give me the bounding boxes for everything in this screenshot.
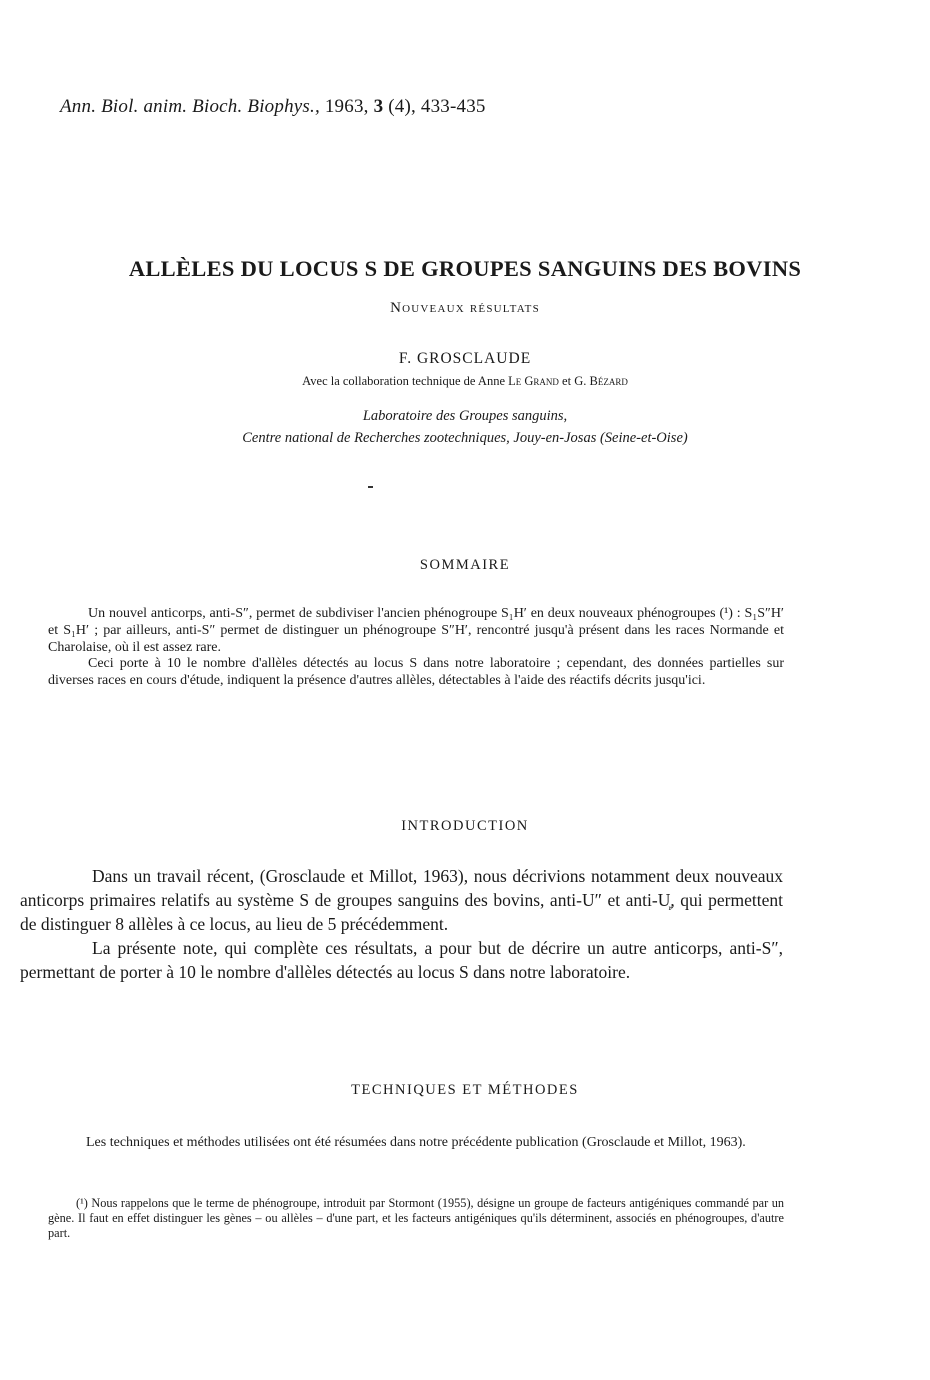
affiliation-line-1: Laboratoire des Groupes sanguins,: [362, 408, 568, 424]
article-author: F. GROSCLAUDE: [398, 350, 532, 367]
techniques-body: [48, 1134, 784, 1152]
journal-abbrev: Ann. Biol. anim. Bioch. Biophys.,: [60, 96, 320, 117]
introduction-heading: INTRODUCTION: [401, 818, 529, 834]
separator-dash: [368, 486, 373, 488]
affiliation-line-2: Centre national de Recherches zootechniques, Jouy-en-Josas (Seine-et-Oise): [242, 430, 688, 446]
introduction-body: [20, 864, 783, 984]
footnote: [48, 1196, 784, 1241]
collab-mid: et G.: [562, 374, 587, 388]
collab-prefix: Avec la collaboration technique de Anne: [302, 374, 505, 388]
article-subtitle: Nouveaux résultats: [390, 300, 540, 316]
journal-year: 1963,: [324, 96, 369, 117]
sommaire-heading: SOMMAIRE: [419, 557, 511, 573]
footnote-text: (¹) Nous rappelons que le terme de phénogroupe, introduit par Stormont (1955), désigne un groupe de facteurs antigéniques commandé par un gène. Il faut en effet distinguer les gènes – ou allèles – d'une part, et les facteurs antigéniques qu'ils déterminent, associés en phénogroupes, d'autre part.: [48, 1196, 784, 1240]
introduction-paragraph-1: Dans un travail récent, (Grosclaude et Millot, 1963), nous décrivions notamment deux nouveaux anticorps primaires relatifs au système S de groupes sanguins des bovins, anti-U″ et anti-U᷊, qui permettent de distinguer 8 allèles à ce locus, au lieu de 5 précédemment.: [20, 866, 783, 934]
journal-issue-pages: (4), 433-435: [388, 96, 486, 117]
article-title: ALLÈLES DU LOCUS S DE GROUPES SANGUINS DES BOVINS: [128, 256, 802, 281]
journal-volume: 3: [373, 96, 384, 117]
techniques-paragraph: Les techniques et méthodes utilisées ont été résumées dans notre précédente publication (Grosclaude et Millot, 1963).: [86, 1135, 746, 1150]
sommaire-paragraph-2: Ceci porte à 10 le nombre d'allèles détectés au locus S dans notre laboratoire ; cependant, des données partielles sur diverses races en cours d'étude, indiquent la présence d'autres allèles, détectables à l'aide des réactifs décrits jusqu'ici.: [48, 656, 784, 689]
sommaire-paragraph-1: Un nouvel anticorps, anti-S″, permet de subdiviser l'ancien phénogroupe S₁H′ en deux nouveaux phénogroupes (¹) : S₁S″H′ et S₁H′ ; par ailleurs, anti-S″ permet de distinguer un phénogroupe S″H′, rencontré jusqu'à présent dans les races Normande et Charolaise, où il est assez rare.: [48, 606, 784, 655]
introduction-paragraph-2: La présente note, qui complète ces résultats, a pour but de décrire un autre anticorps, anti-S″, permettant de porter à 10 le nombre d'allèles détectés au locus S dans notre laboratoire.: [20, 938, 783, 982]
collaboration-line: [0, 374, 930, 389]
journal-citation: [60, 96, 486, 118]
sommaire-body: [48, 606, 784, 690]
collab-name-2: Bézard: [589, 374, 628, 388]
collab-name-1: Le Grand: [508, 374, 559, 388]
techniques-heading: TECHNIQUES ET MÉTHODES: [351, 1082, 579, 1098]
